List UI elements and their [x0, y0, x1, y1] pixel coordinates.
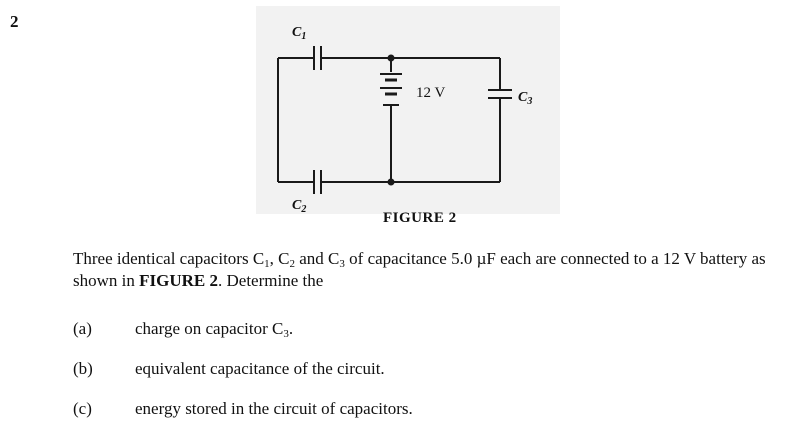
part-text: charge on capacitor $C_3$.	[135, 319, 294, 340]
c1-label: $C_1$	[292, 25, 307, 42]
figure-caption: FIGURE 2	[383, 210, 457, 226]
part-label: (b)	[73, 359, 93, 378]
question-stem: Three identical capacitors $C_1$, $C_2$ and $C_3$ of capacitance 5.0 µF each are connected to a 12 V battery as shown in FIGURE 2. Determine the	[73, 249, 766, 290]
junction-dot-bottom	[388, 179, 395, 186]
c3-label: $C_3$	[518, 90, 533, 107]
figure-reference: FIGURE 2	[139, 271, 218, 290]
part-text: equivalent capacitance of the circuit.	[135, 359, 385, 378]
part-text: energy stored in the circuit of capacitors.	[135, 399, 413, 418]
c2-label: $C_2$	[292, 198, 307, 215]
part-label: (a)	[73, 319, 92, 338]
battery-voltage-label: 12 V	[416, 85, 446, 101]
junction-dot-top	[388, 55, 395, 62]
question-number: 2	[10, 12, 19, 31]
part-label: (c)	[73, 399, 92, 418]
battery-symbol	[380, 74, 402, 105]
circuit-diagram	[256, 6, 560, 216]
